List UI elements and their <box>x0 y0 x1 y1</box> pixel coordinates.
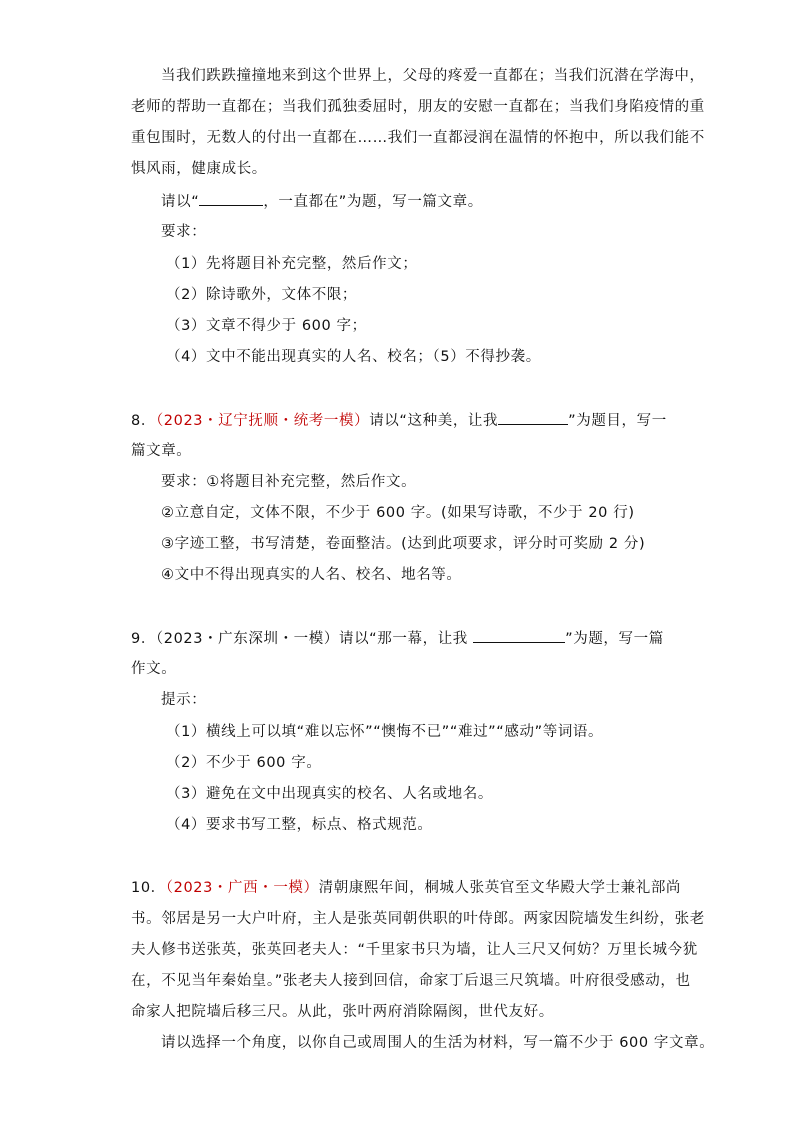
q9-number-source: 9．（2023・广东深圳・一模） <box>131 631 339 647</box>
intro-prompt-after: ，一直都在”为题，写一篇文章。 <box>263 194 483 210</box>
q10-first-line-rest: 清朝康熙年间，桐城人张英官至文华殿大学士兼礼部尚 <box>318 880 682 896</box>
q10-line-5: 命家人把院墙后移三尺。从此，张叶两府消除隔阂，世代友好。 <box>131 1004 554 1020</box>
q9-hint-4: （4）要求书写工整，标点、格式规范。 <box>166 817 433 833</box>
intro-paragraph-line-4: 惧风雨，健康成长。 <box>131 161 267 177</box>
q8-text-before: 请以“这种美，让我 <box>369 413 499 429</box>
intro-requirement-4: （4）文中不能出现真实的人名、校名；（5）不得抄袭。 <box>166 349 541 365</box>
q10-line-4: 在，不见当年秦始皇。”张老夫人接到回信，命家丁后退三尺筑墙。叶府很受感动，也 <box>131 973 691 989</box>
q10-line-3: 夫人修书送张英，张英回老夫人：“千里家书只为墙，让人三尺又何妨？万里长城今犹 <box>131 942 698 958</box>
intro-requirement-1: （1）先将题目补充完整，然后作文； <box>166 256 418 272</box>
q9-hint-3: （3）避免在文中出现真实的校名、人名或地名。 <box>166 786 493 802</box>
intro-prompt <box>161 191 483 212</box>
q8-requirement-2: ②立意自定，文体不限，不少于 600 字。(如果写诗歌，不少于 20 行) <box>161 505 635 521</box>
intro-paragraph-line-3: 重包围时，无数人的付出一直都在……我们一直都浸润在温情的怀抱中，所以我们能不 <box>131 130 705 146</box>
q10-first-line <box>131 878 681 898</box>
intro-prompt-before: 请以“ <box>161 194 200 210</box>
intro-requirement-2: （2）除诗歌外，文体不限； <box>166 287 358 303</box>
intro-requirements-label: 要求： <box>161 224 207 240</box>
q9-text-before: 请以“那一幕，让我 <box>338 631 474 647</box>
q9-text-after: ”为题，写一篇 <box>565 631 664 647</box>
q9-blank <box>473 628 565 643</box>
intro-paragraph-line-2: 老师的帮助一直都在；当我们孤独委屈时，朋友的安慰一直都在；当我们身陷疫情的重 <box>131 99 705 115</box>
q8-blank <box>498 410 568 425</box>
q8-requirement-4: ④文中不得出现真实的人名、校名、地名等。 <box>161 567 462 583</box>
q10-source: （2023・广西・一模） <box>165 880 319 896</box>
intro-requirement-3: （3）文章不得少于 600 字； <box>166 318 367 334</box>
title-blank <box>199 191 263 206</box>
q8-second-line: 篇文章。 <box>131 443 192 459</box>
q9-hint-2: （2）不少于 600 字。 <box>166 755 322 771</box>
q8-source: （2023・辽宁抚顺・统考一模） <box>155 413 370 429</box>
q8-requirement-1: 要求：①将题目补充完整，然后作文。 <box>161 474 417 490</box>
q9-hint-1: （1）横线上可以填“难以忘怀”“懊悔不已”“难过”“感动”等词语。 <box>166 724 604 740</box>
q8-requirement-3: ③字迹工整，书写清楚，卷面整洁。(达到此项要求，评分时可奖励 2 分) <box>161 536 646 552</box>
q10-task: 请以选择一个角度，以你自己或周围人的生活为材料，写一篇不少于 600 字文章。 <box>161 1035 715 1051</box>
q8-text-after: ”为题目，写一 <box>568 413 667 429</box>
q8-first-line <box>131 410 667 431</box>
q8-number: 8． <box>131 413 156 429</box>
q9-hint-label: 提示： <box>161 692 207 708</box>
q9-first-line <box>131 628 664 649</box>
q10-line-2: 书。邻居是另一大户叶府，主人是张英同朝供职的叶侍郎。两家因院墙发生纠纷，张老 <box>131 911 705 927</box>
intro-paragraph-line-1: 当我们跌跌撞撞地来到这个世界上，父母的疼爱一直都在；当我们沉潜在学海中， <box>161 68 705 84</box>
q10-number: 10． <box>131 880 166 896</box>
q9-second-line: 作文。 <box>131 661 177 677</box>
